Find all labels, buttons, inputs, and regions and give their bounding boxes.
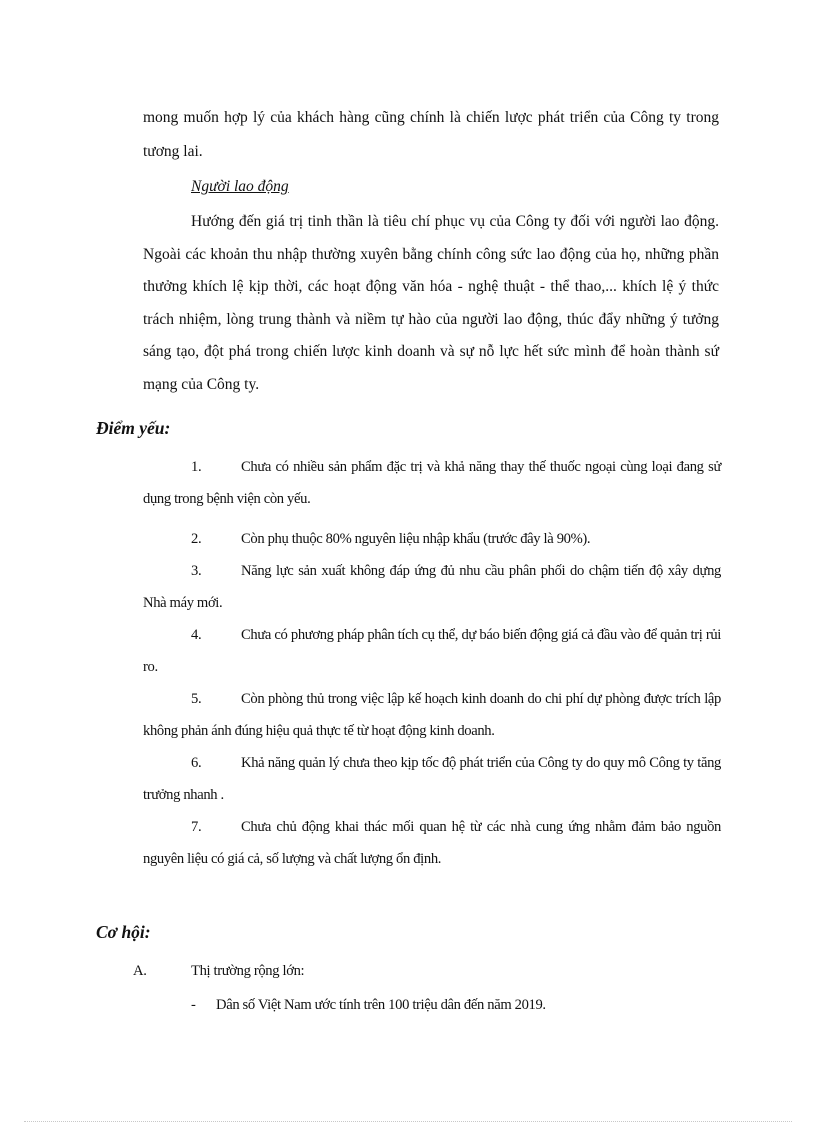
bullet-dash: - (191, 997, 196, 1013)
bullet-item (191, 993, 546, 1017)
item-number: 5. (191, 691, 202, 707)
item-text: Còn phòng thủ trong việc lập kế hoạch kinh doanh do chi phí dự phòng được trích lập không phản ánh đúng hiệu quả thực tế từ hoạt động kinh doanh. (143, 691, 721, 739)
item-text: Năng lực sản xuất không đáp ứng đủ nhu cầu phân phối do chậm tiến độ xây dựng Nhà máy mới. (143, 563, 721, 611)
item-number: 7. (191, 819, 202, 835)
weakness-item-4 (143, 620, 721, 683)
weakness-item-7 (143, 812, 721, 875)
item-text: Chưa có nhiều sản phẩm đặc trị và khả năng thay thế thuốc ngoại cùng loại đang sử dụng trong bệnh viện còn yếu. (143, 459, 721, 507)
subheading-nguoi-lao-dong: Người lao động (191, 178, 289, 195)
item-text: Khả năng quản lý chưa theo kịp tốc độ phát triển của Công ty do quy mô Công ty tăng trưởng nhanh . (143, 755, 721, 803)
heading-weaknesses: Điểm yếu: (96, 418, 171, 438)
page-bottom-divider (24, 1121, 792, 1122)
item-number: 2. (191, 531, 202, 547)
opportunity-section-a (133, 959, 304, 983)
weakness-item-6 (143, 748, 721, 811)
weakness-item-1 (143, 452, 721, 515)
continuation-paragraph: mong muốn hợp lý của khách hàng cũng chính là chiến lược phát triển của Công ty trong tương lai. (143, 109, 719, 160)
item-text: Chưa chủ động khai thác mối quan hệ từ các nhà cung ứng nhằm đảm bảo nguồn nguyên liệu có giá cả, số lượng và chất lượng ổn định. (143, 819, 721, 867)
bullet-text: Dân số Việt Nam ước tính trên 100 triệu dân đến năm 2019. (216, 997, 546, 1013)
item-number: 6. (191, 755, 202, 771)
people-paragraph: Hướng đến giá trị tinh thần là tiêu chí phục vụ của Công ty đối với người lao động. Ngoài các khoản thu nhập thường xuyên bằng chính công sức lao động của họ, những phần thưởng khích lệ kịp thời, các hoạt động văn hóa - nghệ thuật - thể thao,... khích lệ ý thức trách nhiệm, lòng trung thành và niềm tự hào của người lao động, thúc đẩy những ý tưởng sáng tạo, đột phá trong chiến lược kinh doanh và sự nỗ lực hết sức mình để hoàn thành sứ mạng của Công ty. (143, 213, 719, 393)
item-number: 1. (191, 459, 202, 475)
weakness-item-5 (143, 684, 721, 747)
section-letter: A. (133, 963, 147, 979)
section-title: Thị trường rộng lớn: (191, 963, 305, 979)
weakness-item-3 (143, 556, 721, 619)
heading-opportunities: Cơ hội: (96, 922, 151, 942)
item-number: 3. (191, 563, 202, 579)
item-text: Còn phụ thuộc 80% nguyên liệu nhập khẩu (trước đây là 90%). (241, 531, 591, 547)
item-text: Chưa có phương pháp phân tích cụ thể, dự báo biến động giá cả đầu vào để quản trị rủi ro. (143, 627, 721, 675)
item-number: 4. (191, 627, 202, 643)
weakness-item-2 (143, 524, 721, 556)
